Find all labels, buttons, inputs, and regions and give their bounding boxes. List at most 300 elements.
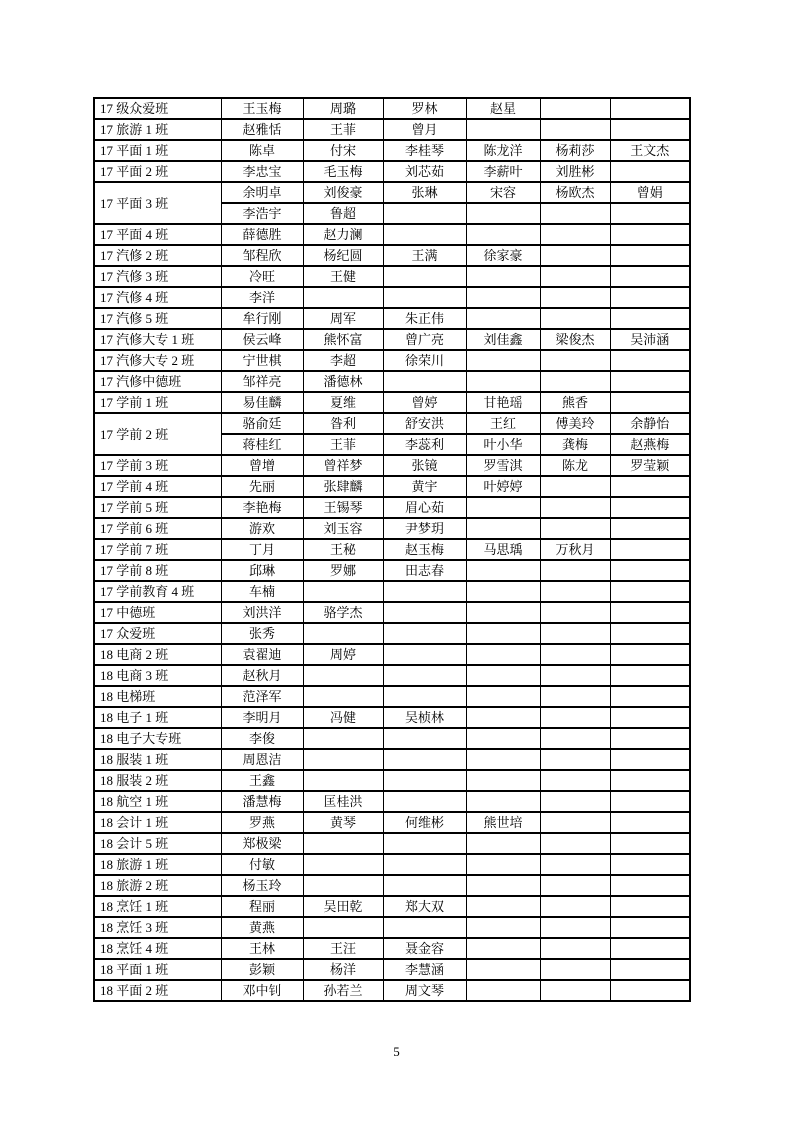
name-cell [610, 854, 690, 875]
name-cell: 薛德胜 [221, 224, 303, 245]
name-cell: 李洋 [221, 287, 303, 308]
class-cell: 17 学前教育 4 班 [94, 581, 221, 602]
table-row [94, 749, 690, 770]
name-cell: 先丽 [221, 476, 303, 497]
table-row [94, 644, 690, 665]
name-cell [610, 728, 690, 749]
name-cell: 田志春 [383, 560, 466, 581]
name-cell: 罗燕 [221, 812, 303, 833]
name-cell: 曾婷 [383, 392, 466, 413]
table-row [94, 182, 690, 203]
name-cell: 彭颖 [221, 959, 303, 980]
name-cell [466, 287, 540, 308]
name-cell: 罗林 [383, 98, 466, 119]
name-cell: 潘德林 [303, 371, 383, 392]
name-cell [540, 833, 610, 854]
name-cell: 邓中钊 [221, 980, 303, 1001]
name-cell [540, 245, 610, 266]
name-cell [610, 623, 690, 644]
name-cell: 李慧涵 [383, 959, 466, 980]
name-cell [610, 665, 690, 686]
name-cell [303, 749, 383, 770]
table-row [94, 287, 690, 308]
table-row [94, 455, 690, 476]
name-cell [610, 581, 690, 602]
name-cell [383, 224, 466, 245]
name-cell: 马思瑀 [466, 539, 540, 560]
table-row [94, 938, 690, 959]
name-cell: 周军 [303, 308, 383, 329]
table-row [94, 791, 690, 812]
name-cell: 赵力澜 [303, 224, 383, 245]
name-cell [466, 581, 540, 602]
table-row [94, 560, 690, 581]
name-cell: 王玉梅 [221, 98, 303, 119]
name-cell [540, 980, 610, 1001]
name-cell: 丁月 [221, 539, 303, 560]
name-cell [303, 833, 383, 854]
name-cell: 杨欧杰 [540, 182, 610, 203]
name-cell [540, 665, 610, 686]
name-cell: 黄宇 [383, 476, 466, 497]
class-cell: 17 汽修大专 1 班 [94, 329, 221, 350]
name-cell [383, 833, 466, 854]
name-cell: 袁翟迪 [221, 644, 303, 665]
name-cell: 邱琳 [221, 560, 303, 581]
name-cell [540, 875, 610, 896]
table-row [94, 833, 690, 854]
class-cell: 17 学前 2 班 [94, 413, 221, 455]
name-cell [540, 623, 610, 644]
name-cell [610, 812, 690, 833]
roster-table-body [94, 98, 690, 1001]
class-cell: 17 学前 7 班 [94, 539, 221, 560]
name-cell: 王菲 [303, 434, 383, 455]
name-cell [610, 896, 690, 917]
name-cell [610, 791, 690, 812]
name-cell [303, 686, 383, 707]
name-cell [610, 245, 690, 266]
name-cell [610, 308, 690, 329]
name-cell: 刘玉容 [303, 518, 383, 539]
name-cell [610, 707, 690, 728]
name-cell [610, 959, 690, 980]
name-cell [540, 497, 610, 518]
name-cell [540, 686, 610, 707]
class-cell: 18 服装 2 班 [94, 770, 221, 791]
class-cell: 18 电子 1 班 [94, 707, 221, 728]
name-cell: 杨玉玲 [221, 875, 303, 896]
name-cell: 车楠 [221, 581, 303, 602]
name-cell: 龚梅 [540, 434, 610, 455]
name-cell [610, 980, 690, 1001]
table-row [94, 854, 690, 875]
name-cell: 孙若兰 [303, 980, 383, 1001]
class-cell: 18 电商 2 班 [94, 644, 221, 665]
table-row [94, 224, 690, 245]
name-cell [540, 98, 610, 119]
name-cell [540, 938, 610, 959]
name-cell [540, 308, 610, 329]
name-cell [610, 224, 690, 245]
class-cell: 18 服装 1 班 [94, 749, 221, 770]
name-cell [383, 644, 466, 665]
name-cell [303, 854, 383, 875]
class-cell: 17 平面 2 班 [94, 161, 221, 182]
name-cell [610, 875, 690, 896]
class-cell: 18 电子大专班 [94, 728, 221, 749]
name-cell [466, 560, 540, 581]
name-cell [540, 812, 610, 833]
name-cell [540, 560, 610, 581]
name-cell [466, 875, 540, 896]
name-cell: 付宋 [303, 140, 383, 161]
name-cell [303, 728, 383, 749]
name-cell [383, 686, 466, 707]
name-cell [466, 602, 540, 623]
class-cell: 17 学前 6 班 [94, 518, 221, 539]
name-cell [540, 602, 610, 623]
name-cell [610, 686, 690, 707]
class-cell: 17 汽修中德班 [94, 371, 221, 392]
name-cell [466, 308, 540, 329]
name-cell [610, 497, 690, 518]
name-cell [540, 959, 610, 980]
name-cell: 程丽 [221, 896, 303, 917]
name-cell [610, 203, 690, 224]
name-cell: 曾娟 [610, 182, 690, 203]
name-cell [466, 917, 540, 938]
class-cell: 17 学前 1 班 [94, 392, 221, 413]
name-cell: 骆俞廷 [221, 413, 303, 434]
name-cell [303, 287, 383, 308]
name-cell: 陈龙 [540, 455, 610, 476]
name-cell [610, 350, 690, 371]
name-cell: 熊怀富 [303, 329, 383, 350]
name-cell: 周璐 [303, 98, 383, 119]
name-cell: 李艳梅 [221, 497, 303, 518]
name-cell [383, 875, 466, 896]
name-cell: 冷旺 [221, 266, 303, 287]
name-cell: 曾增 [221, 455, 303, 476]
name-cell: 王锡琴 [303, 497, 383, 518]
name-cell [303, 917, 383, 938]
name-cell [303, 623, 383, 644]
name-cell [383, 371, 466, 392]
class-cell: 17 学前 3 班 [94, 455, 221, 476]
name-cell [610, 98, 690, 119]
table-row [94, 371, 690, 392]
name-cell: 朱正伟 [383, 308, 466, 329]
name-cell [540, 371, 610, 392]
table-row [94, 602, 690, 623]
name-cell [303, 770, 383, 791]
name-cell [466, 938, 540, 959]
name-cell [610, 371, 690, 392]
name-cell [383, 770, 466, 791]
class-cell: 18 平面 1 班 [94, 959, 221, 980]
name-cell: 黄琴 [303, 812, 383, 833]
name-cell [610, 770, 690, 791]
name-cell [540, 476, 610, 497]
name-cell: 陈龙洋 [466, 140, 540, 161]
name-cell: 赵玉梅 [383, 539, 466, 560]
name-cell [610, 749, 690, 770]
name-cell: 杨莉莎 [540, 140, 610, 161]
name-cell: 舒安洪 [383, 413, 466, 434]
class-cell: 17 平面 4 班 [94, 224, 221, 245]
class-cell: 17 平面 3 班 [94, 182, 221, 224]
name-cell: 王健 [303, 266, 383, 287]
name-cell: 周婷 [303, 644, 383, 665]
name-cell [540, 224, 610, 245]
class-cell: 17 学前 4 班 [94, 476, 221, 497]
name-cell: 赵星 [466, 98, 540, 119]
name-cell: 夏维 [303, 392, 383, 413]
name-cell [610, 833, 690, 854]
table-row [94, 539, 690, 560]
table-row [94, 308, 690, 329]
table-row [94, 98, 690, 119]
class-cell: 18 旅游 2 班 [94, 875, 221, 896]
roster-table-container [93, 97, 689, 1002]
class-cell: 18 电商 3 班 [94, 665, 221, 686]
name-cell: 潘慧梅 [221, 791, 303, 812]
name-cell [466, 770, 540, 791]
class-cell: 17 级众爱班 [94, 98, 221, 119]
table-row [94, 350, 690, 371]
name-cell: 宁世棋 [221, 350, 303, 371]
table-row [94, 581, 690, 602]
name-cell: 李蕊利 [383, 434, 466, 455]
name-cell: 王秘 [303, 539, 383, 560]
table-row [94, 728, 690, 749]
name-cell [466, 833, 540, 854]
name-cell [540, 518, 610, 539]
page-number: 5 [393, 1044, 400, 1059]
name-cell [540, 728, 610, 749]
name-cell [540, 854, 610, 875]
name-cell [610, 266, 690, 287]
table-row [94, 875, 690, 896]
name-cell: 李明月 [221, 707, 303, 728]
name-cell: 宋容 [466, 182, 540, 203]
table-row [94, 770, 690, 791]
name-cell [466, 350, 540, 371]
name-cell: 李薪叶 [466, 161, 540, 182]
table-row [94, 917, 690, 938]
table-row [94, 266, 690, 287]
name-cell: 徐家豪 [466, 245, 540, 266]
name-cell: 侯云峰 [221, 329, 303, 350]
name-cell [610, 644, 690, 665]
name-cell: 郑极梁 [221, 833, 303, 854]
name-cell: 吴桢林 [383, 707, 466, 728]
name-cell [383, 602, 466, 623]
name-cell [466, 266, 540, 287]
table-row [94, 413, 690, 434]
name-cell: 吴田乾 [303, 896, 383, 917]
name-cell: 冯健 [303, 707, 383, 728]
name-cell: 万秋月 [540, 539, 610, 560]
name-cell [383, 287, 466, 308]
name-cell: 王林 [221, 938, 303, 959]
name-cell: 曾月 [383, 119, 466, 140]
name-cell: 叶婷婷 [466, 476, 540, 497]
name-cell: 杨纪圆 [303, 245, 383, 266]
class-cell: 18 平面 2 班 [94, 980, 221, 1001]
name-cell: 李忠宝 [221, 161, 303, 182]
name-cell: 邹程欣 [221, 245, 303, 266]
name-cell [466, 497, 540, 518]
name-cell: 傅美玲 [540, 413, 610, 434]
name-cell [303, 875, 383, 896]
name-cell [383, 266, 466, 287]
class-cell: 18 航空 1 班 [94, 791, 221, 812]
name-cell [610, 476, 690, 497]
table-row [94, 812, 690, 833]
name-cell: 王文杰 [610, 140, 690, 161]
class-cell: 17 众爱班 [94, 623, 221, 644]
name-cell [610, 560, 690, 581]
class-cell: 17 中德班 [94, 602, 221, 623]
name-cell [466, 791, 540, 812]
table-row [94, 707, 690, 728]
class-cell: 17 平面 1 班 [94, 140, 221, 161]
class-cell: 17 学前 5 班 [94, 497, 221, 518]
class-cell: 18 旅游 1 班 [94, 854, 221, 875]
class-cell: 17 汽修 5 班 [94, 308, 221, 329]
name-cell [383, 623, 466, 644]
name-cell [540, 749, 610, 770]
name-cell [540, 350, 610, 371]
name-cell [466, 665, 540, 686]
name-cell: 王菲 [303, 119, 383, 140]
name-cell [466, 224, 540, 245]
name-cell [610, 917, 690, 938]
table-row [94, 686, 690, 707]
name-cell [540, 896, 610, 917]
name-cell [466, 518, 540, 539]
name-cell: 曾广亮 [383, 329, 466, 350]
name-cell [466, 896, 540, 917]
name-cell [383, 917, 466, 938]
class-cell: 17 汽修 4 班 [94, 287, 221, 308]
name-cell: 熊香 [540, 392, 610, 413]
name-cell [466, 119, 540, 140]
name-cell: 匡桂洪 [303, 791, 383, 812]
name-cell: 余明卓 [221, 182, 303, 203]
class-cell: 18 烹饪 4 班 [94, 938, 221, 959]
name-cell: 王红 [466, 413, 540, 434]
name-cell: 尹梦玥 [383, 518, 466, 539]
name-cell: 范泽军 [221, 686, 303, 707]
name-cell: 陈卓 [221, 140, 303, 161]
roster-table [93, 97, 691, 1002]
table-row [94, 959, 690, 980]
name-cell: 蒋桂红 [221, 434, 303, 455]
name-cell [610, 518, 690, 539]
class-cell: 17 汽修 3 班 [94, 266, 221, 287]
name-cell [610, 119, 690, 140]
name-cell [466, 854, 540, 875]
name-cell [466, 623, 540, 644]
table-row [94, 980, 690, 1001]
table-row [94, 161, 690, 182]
name-cell: 王鑫 [221, 770, 303, 791]
name-cell: 吴沛涵 [610, 329, 690, 350]
name-cell: 刘芯茹 [383, 161, 466, 182]
name-cell [540, 287, 610, 308]
name-cell [303, 581, 383, 602]
table-row [94, 665, 690, 686]
name-cell [383, 581, 466, 602]
class-cell: 17 旅游 1 班 [94, 119, 221, 140]
name-cell: 游欢 [221, 518, 303, 539]
name-cell [540, 203, 610, 224]
class-cell: 18 电梯班 [94, 686, 221, 707]
name-cell: 聂金容 [383, 938, 466, 959]
name-cell: 张琳 [383, 182, 466, 203]
name-cell: 周文琴 [383, 980, 466, 1001]
class-cell: 18 烹饪 1 班 [94, 896, 221, 917]
name-cell: 何维彬 [383, 812, 466, 833]
name-cell: 赵燕梅 [610, 434, 690, 455]
name-cell: 黄燕 [221, 917, 303, 938]
name-cell [383, 854, 466, 875]
table-row [94, 140, 690, 161]
name-cell: 熊世培 [466, 812, 540, 833]
name-cell [540, 791, 610, 812]
name-cell [540, 644, 610, 665]
table-row [94, 476, 690, 497]
name-cell: 李俊 [221, 728, 303, 749]
table-row [94, 329, 690, 350]
table-row [94, 245, 690, 266]
name-cell [303, 665, 383, 686]
table-row [94, 392, 690, 413]
name-cell: 毛玉梅 [303, 161, 383, 182]
table-row [94, 896, 690, 917]
name-cell: 叶小华 [466, 434, 540, 455]
name-cell [466, 707, 540, 728]
class-cell: 17 汽修大专 2 班 [94, 350, 221, 371]
name-cell [466, 686, 540, 707]
name-cell [540, 581, 610, 602]
table-row [94, 518, 690, 539]
name-cell [466, 644, 540, 665]
class-cell: 18 会计 5 班 [94, 833, 221, 854]
table-row [94, 497, 690, 518]
name-cell [610, 602, 690, 623]
name-cell [540, 770, 610, 791]
name-cell: 徐荣川 [383, 350, 466, 371]
name-cell: 李浩宇 [221, 203, 303, 224]
name-cell: 梁俊杰 [540, 329, 610, 350]
name-cell [610, 392, 690, 413]
name-cell [540, 119, 610, 140]
name-cell: 张秀 [221, 623, 303, 644]
name-cell: 刘俊豪 [303, 182, 383, 203]
name-cell: 牟行刚 [221, 308, 303, 329]
name-cell [383, 665, 466, 686]
name-cell: 王汪 [303, 938, 383, 959]
name-cell: 周恩洁 [221, 749, 303, 770]
name-cell [383, 749, 466, 770]
name-cell: 易佳麟 [221, 392, 303, 413]
name-cell: 赵雅恬 [221, 119, 303, 140]
name-cell: 李超 [303, 350, 383, 371]
